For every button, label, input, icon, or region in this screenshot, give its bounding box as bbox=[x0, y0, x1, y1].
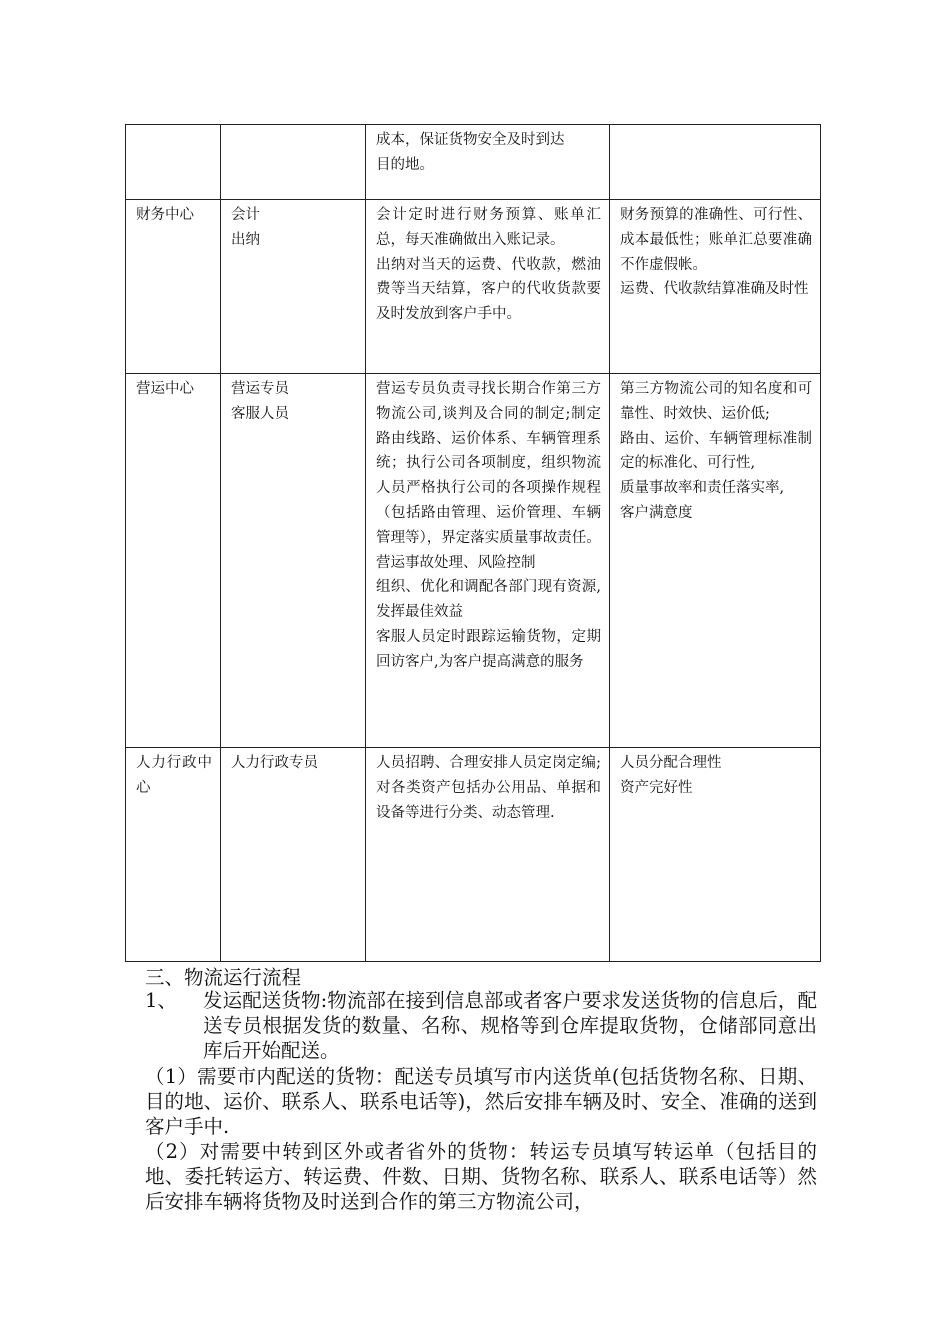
table-row bbox=[126, 748, 821, 962]
dept-cell bbox=[126, 125, 221, 200]
roles-cell: 营运专员 客服人员 bbox=[221, 374, 366, 748]
paragraph: （1）需要市内配送的货物：配送专员填写市内送货单(包括货物名称、日期、目的地、运价、联系人、联系电话等)，然后安排车辆及时、安全、准确的送到客户手中. bbox=[145, 1065, 817, 1138]
duties-cell: 营运专员负责寻找长期合作第三方物流公司,谈判及合同的制定;制定路由线路、运价体系、车辆管理系统；执行公司各项制度，组织物流人员严格执行公司的各项操作规程（包括路由管理、运价管理、车辆管理等），界定落实质量事故责任。 营运事故处理、风险控制 组织、优化和调配各部门现有资源,发挥最佳效益 客服人员定时跟踪运输货物，定期回访客户,为客户提高满意的服务 bbox=[366, 374, 610, 748]
roles-cell: 人力行政专员 bbox=[221, 748, 366, 962]
dept-cell: 营运中心 bbox=[126, 374, 221, 748]
kpi-cell: 财务预算的准确性、可行性、成本最低性；账单汇总要准确不作虚假帐。 运费、代收款结算准确及时性 bbox=[610, 200, 821, 374]
table-row bbox=[126, 200, 821, 374]
table-row bbox=[126, 125, 821, 200]
roles-cell: 会计 出纳 bbox=[221, 200, 366, 374]
item-text: 发运配送货物:物流部在接到信息部或者客户要求发送货物的信息后，配送专员根据发货的数量、名称、规格等到仓库提取货物，仓储部同意出库后开始配送。 bbox=[203, 989, 817, 1062]
duties-cell: 会计定时进行财务预算、账单汇总，每天准确做出入账记录。 出纳对当天的运费、代收款，燃油费等当天结算，客户的代收货款要及时发放到客户手中。 bbox=[366, 200, 610, 374]
kpi-cell: 人员分配合理性 资产完好性 bbox=[610, 748, 821, 962]
duties-cell: 人员招聘、合理安排人员定岗定编;对各类资产包括办公用品、单据和设备等进行分类、动态管理. bbox=[366, 748, 610, 962]
section-heading: 三、物流运行流程 bbox=[145, 966, 302, 989]
duty-table bbox=[125, 124, 821, 962]
roles-cell bbox=[221, 125, 366, 200]
table-row bbox=[126, 374, 821, 748]
item-number: 1、 bbox=[145, 989, 177, 1012]
paragraph: （2）对需要中转到区外或者省外的货物：转运专员填写转运单（包括目的地、委托转运方、转运费、件数、日期、货物名称、联系人、联系电话等）然后安排车辆将货物及时送到合作的第三方物流公司， bbox=[145, 1140, 817, 1213]
dept-cell: 财务中心 bbox=[126, 200, 221, 374]
duties-cell: 成本，保证货物安全及时到达 目的地。 bbox=[366, 125, 610, 200]
dept-cell: 人力行政中心 bbox=[126, 748, 221, 962]
kpi-cell: 第三方物流公司的知名度和可靠性、时效快、运价低; 路由、运价、车辆管理标准制定的标准化、可行性, 质量事故率和责任落实率, 客户满意度 bbox=[610, 374, 821, 748]
list-item bbox=[145, 988, 817, 1063]
kpi-cell bbox=[610, 125, 821, 200]
